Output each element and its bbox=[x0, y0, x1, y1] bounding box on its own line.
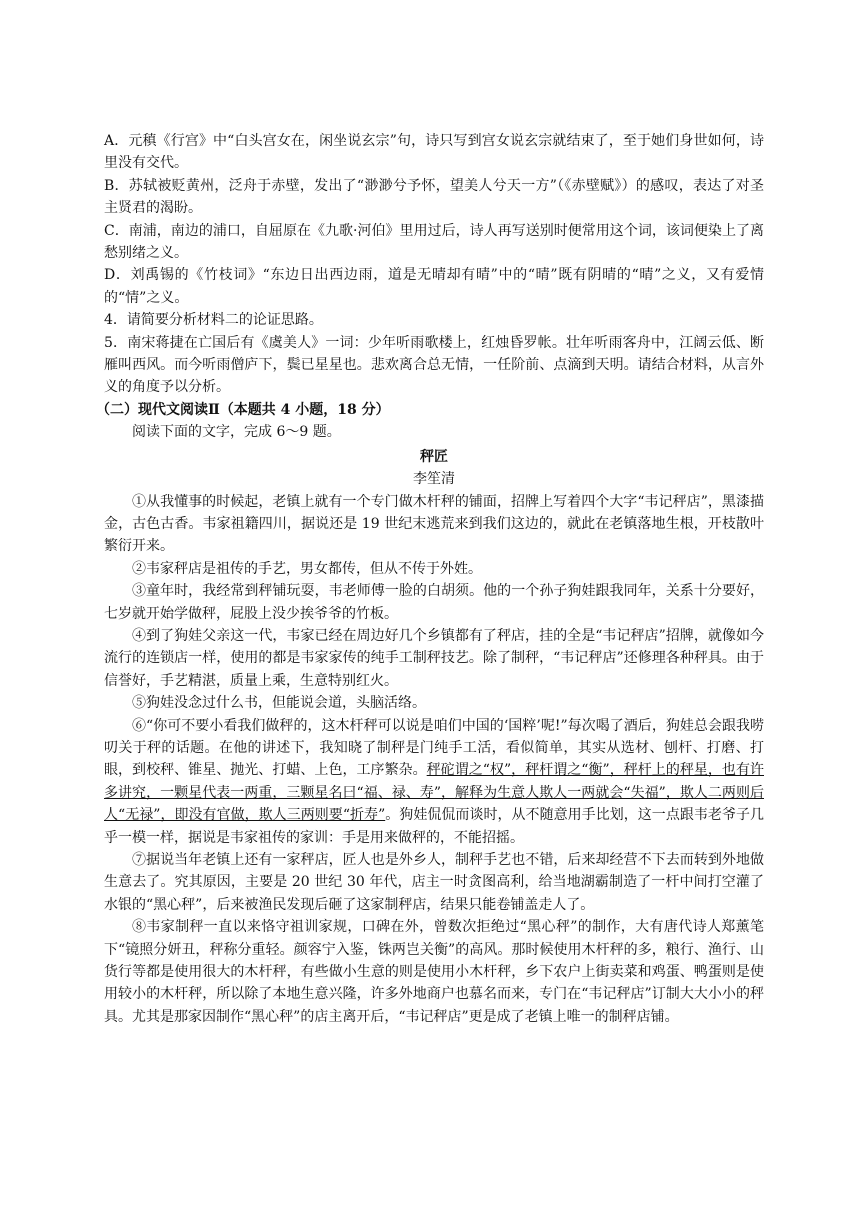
option-b: B．苏轼被贬黄州，泛舟于赤壁，发出了“渺渺兮予怀，望美人兮天一方”（《赤壁赋》）的感叹，表达了对圣主贤君的渴盼。 bbox=[104, 177, 764, 217]
article-author: 李笙清 bbox=[413, 471, 455, 488]
option-c: C．南浦，南边的浦口，自屈原在《九歌·河伯》里用过后，诗人再写送别时便常用这个词，该词便染上了离愁别绪之义。 bbox=[104, 222, 764, 262]
paragraph-1: ①从我懂事的时候起，老镇上就有一个专门做木杆秤的铺面，招牌上写着四个大字“韦记秤店”，黑漆描金，古色古香。韦家祖籍四川，据说还是 19 世纪末逃荒来到我们这边的，就此在老镇落地生根，开枝散叶繁衍开来。 bbox=[104, 493, 764, 555]
option-d: D．刘禹锡的《竹枝词》“东边日出西边雨，道是无晴却有晴”中的“晴”既有阴晴的“晴”之义，又有爱情的“情”之义。 bbox=[104, 267, 764, 306]
question-5: 5．南宋蒋捷在亡国后有《虞美人》一词：少年听雨歌楼上，红烛昏罗帐。壮年听雨客舟中，江阔云低、断雁叫西风。而今听雨僧庐下，鬓已星星也。悲欢离合总无情，一任阶前、点滴到天明。请结合材料，从言外义的角度予以分析。 bbox=[104, 334, 764, 396]
paragraph-7: ⑦据说当年老镇上还有一家秤店，匠人也是外乡人，制秤手艺也不错，后来却经营不下去而转到外地做生意去了。究其原因，主要是 20 世纪 30 年代，店主一时贪图高利，给当地湖霸制造了一杆中间打空灌了水银的“黑心秤”，后来被渔民发现后砸了这家制秤店，结果只能卷铺盖走人了。 bbox=[104, 852, 764, 913]
section-heading: （二）现代文阅读Ⅱ（本题共 4 小题，18 分） bbox=[96, 401, 390, 418]
paragraph-5: ⑤狗娃没念过什么书，但能说会道，头脑活络。 bbox=[132, 695, 426, 712]
option-a: A．元稹《行宫》中“白头宫女在，闲坐说玄宗”句，诗只写到宫女说玄宗就结束了，至于她们身世如何，诗里没有交代。 bbox=[104, 133, 764, 172]
paragraph-3: ③童年时，我经常到秤铺玩耍，韦老师傅一脸的白胡须。他的一个孙子狗娃跟我同年，关系十分要好，七岁就开始学做秤，屁股上没少挨爷爷的竹板。 bbox=[104, 583, 764, 622]
underlined-sentence: 秤砣谓之“权”，秤杆谓之“衡”，秤杆上的秤星，也有许多讲究，一颗星代表一两重，三颗星名曰“福、禄、寿”，解释为生意人欺人一两就会“失福”，欺人二两则后人“无禄”，即没有官做，欺人三两则要“折寿” bbox=[104, 762, 764, 824]
paragraph-6-end: 狗娃侃侃而谈时，从不随意用手比划，这一点跟韦老爷子几乎一模一样，据说是韦家祖传的家训：手是用来做秤的，不能招摇。 bbox=[104, 807, 765, 846]
article-title: 秤匠 bbox=[420, 448, 448, 465]
paragraph-4: ④到了狗娃父亲这一代，韦家已经在周边好几个乡镇都有了秤店，挂的全是“韦记秤店”招牌，就像如今流行的连锁店一样，使用的都是韦家家传的纯手工制秤技艺。除了制秤，“韦记秤店”还修理各种秤具。由于信誉好，手艺精湛，质量上乘，生意特别红火。 bbox=[104, 627, 764, 689]
paragraph-6 bbox=[104, 715, 764, 849]
paragraph-6-period: 。 bbox=[385, 807, 400, 824]
question-4: 4．请简要分析材料二的论证思路。 bbox=[104, 312, 323, 329]
paragraph-8: ⑧韦家制秤一直以来恪守祖训家规，口碑在外，曾数次拒绝过“黑心秤”的制作，大有唐代诗人郑薰笔下“镜照分妍丑，秤称分重轻。颜容宁入鉴，铢两岂关衡”的高风。那时候使用木杆秤的多，粮行、渔行、山货行等都是使用很大的木杆秤，有些做小生意的则是使用小木杆秤，乡下农户上街卖菜和鸡蛋、鸭蛋则是使用较小的木杆秤，所以除了本地生意兴隆，许多外地商户也慕名而来，专门在“韦记秤店”订制大大小小的秤具。尤其是那家因制作“黑心秤”的店主离开后，“韦记秤店”更是成了老镇上唯一的制秤店铺。 bbox=[104, 919, 764, 1025]
paragraph-6-start: ⑥“你可不要小看我们做秤的，这木杆秤可以说是咱们中国的‘国粹’呢!”每次喝了酒后，狗娃总会跟我唠叨关于秤的话题。在他的讲述下，我知晓了制秤是门纯手工活，看似简单，其实从选材、刨杆、打磨、打眼，到校秤、锥星、抛光、打蜡、上色，工序繁杂。 bbox=[104, 717, 764, 779]
paragraph-2: ②韦家秤店是祖传的手艺，男女都传，但从不传于外姓。 bbox=[132, 560, 482, 577]
section-instruction: 阅读下面的文字，完成 6～9 题。 bbox=[132, 424, 341, 441]
document-body bbox=[96, 130, 765, 1028]
